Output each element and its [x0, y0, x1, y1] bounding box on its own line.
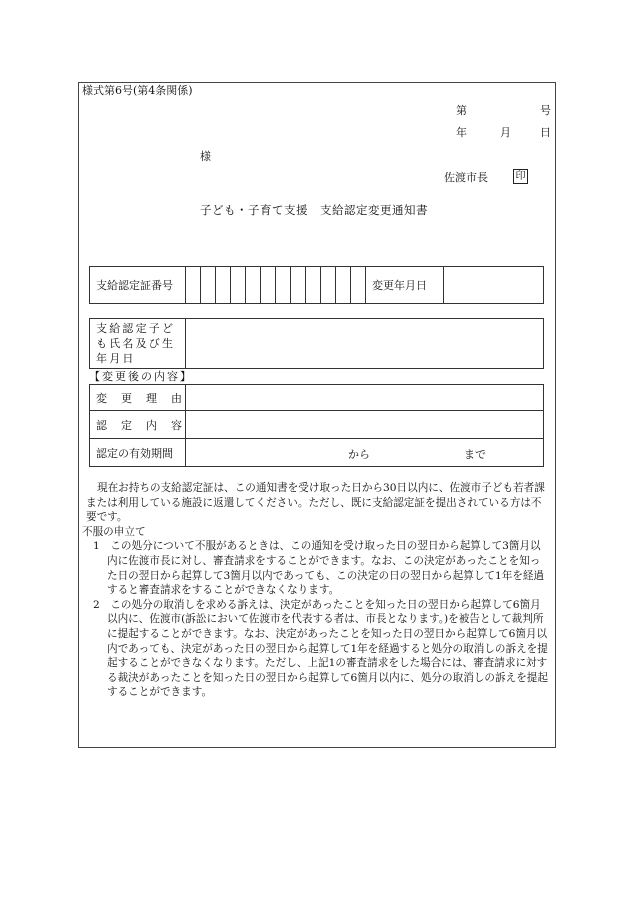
- change-reason-label: 変更理由: [90, 385, 186, 411]
- cert-number-digit[interactable]: [186, 267, 201, 304]
- date-month: 月: [500, 126, 511, 139]
- cert-number-label: 支給認定証番号: [90, 267, 186, 304]
- change-content-table: [89, 384, 544, 467]
- number-dai: 第: [456, 104, 467, 117]
- certification-content-label: 認定内容: [90, 411, 186, 439]
- child-info-table: [89, 318, 544, 369]
- cert-number-digit[interactable]: [336, 267, 351, 304]
- cert-number-digit[interactable]: [306, 267, 321, 304]
- seal-mark: 印: [513, 169, 528, 184]
- cert-number-digit[interactable]: [246, 267, 261, 304]
- notice-section: [82, 481, 550, 700]
- date-day: 日: [540, 126, 551, 139]
- cert-number-digit[interactable]: [291, 267, 306, 304]
- appeal-item-1: 1 この処分について不服があるときは、この通知を受け取った日の翌日から起算して3箇月以内に佐渡市長に対し、審査請求をすることができます。なお、この決定があったことを知った日の翌日から起算して3箇月以内であっても、この決定の日の翌日から起算して1年を経過すると審査請求をすることができなくなります。: [93, 540, 545, 597]
- document-title: 子ども・子育て支援 支給認定変更通知書: [200, 203, 428, 217]
- child-info-label: 支給認定子ども氏名及び生年月日: [90, 319, 186, 369]
- change-date-value[interactable]: [444, 267, 544, 304]
- number-go: 号: [540, 104, 551, 117]
- appeal-item-2: 2 この処分の取消しを求める訴えは、決定があったことを知った日の翌日から起算して6箇月以内に、佐渡市(訴訟において佐渡市を代表する者は、市長となります。)を被告として裁判所に提起することができます。なお、決定があったことを知った日の翌日から起算して6箇月以内であっても、決定があった日の翌日から起算して1年を経過すると処分の取消しの訴えを提起することができなくなります。ただし、上記1の審査請求をした場合には、審査請求に対する裁決があったことを知った日の翌日から起算して6箇月以内に、処分の取消しの訴えを提起することができます。: [93, 598, 548, 699]
- cert-number-digit[interactable]: [321, 267, 336, 304]
- certification-content-value[interactable]: [186, 411, 544, 439]
- document-number-line: [456, 104, 551, 118]
- return-notice: 現在お持ちの支給認定証は、この通知書を受け取った日から30日以内に、佐渡市子ども若者課または利用している施設に返還してください。ただし、既に支給認定証を提出されている方は不要です。: [86, 482, 545, 524]
- period-to: まで: [464, 448, 486, 461]
- appeal-heading: 不服の申立て: [82, 525, 146, 538]
- cert-number-digit[interactable]: [201, 267, 216, 304]
- certificate-number-table: [89, 266, 544, 304]
- change-content-heading: 【変更後の内容】: [89, 370, 193, 383]
- change-date-label: 変更年月日: [366, 267, 444, 304]
- period-from: から: [348, 448, 370, 461]
- validity-period-value[interactable]: [186, 439, 544, 467]
- validity-period-label: 認定の有効期間: [90, 439, 186, 467]
- cert-number-digit[interactable]: [276, 267, 291, 304]
- child-info-value[interactable]: [186, 319, 544, 369]
- form-number: 様式第6号(第4条関係): [82, 84, 193, 97]
- addressee-suffix: 様: [200, 150, 211, 163]
- cert-number-digit[interactable]: [216, 267, 231, 304]
- cert-number-digit[interactable]: [351, 267, 366, 304]
- date-year: 年: [456, 126, 467, 139]
- issuer-name: 佐渡市長: [444, 171, 488, 184]
- cert-number-digit[interactable]: [261, 267, 276, 304]
- cert-number-digit[interactable]: [231, 267, 246, 304]
- change-reason-value[interactable]: [186, 385, 544, 411]
